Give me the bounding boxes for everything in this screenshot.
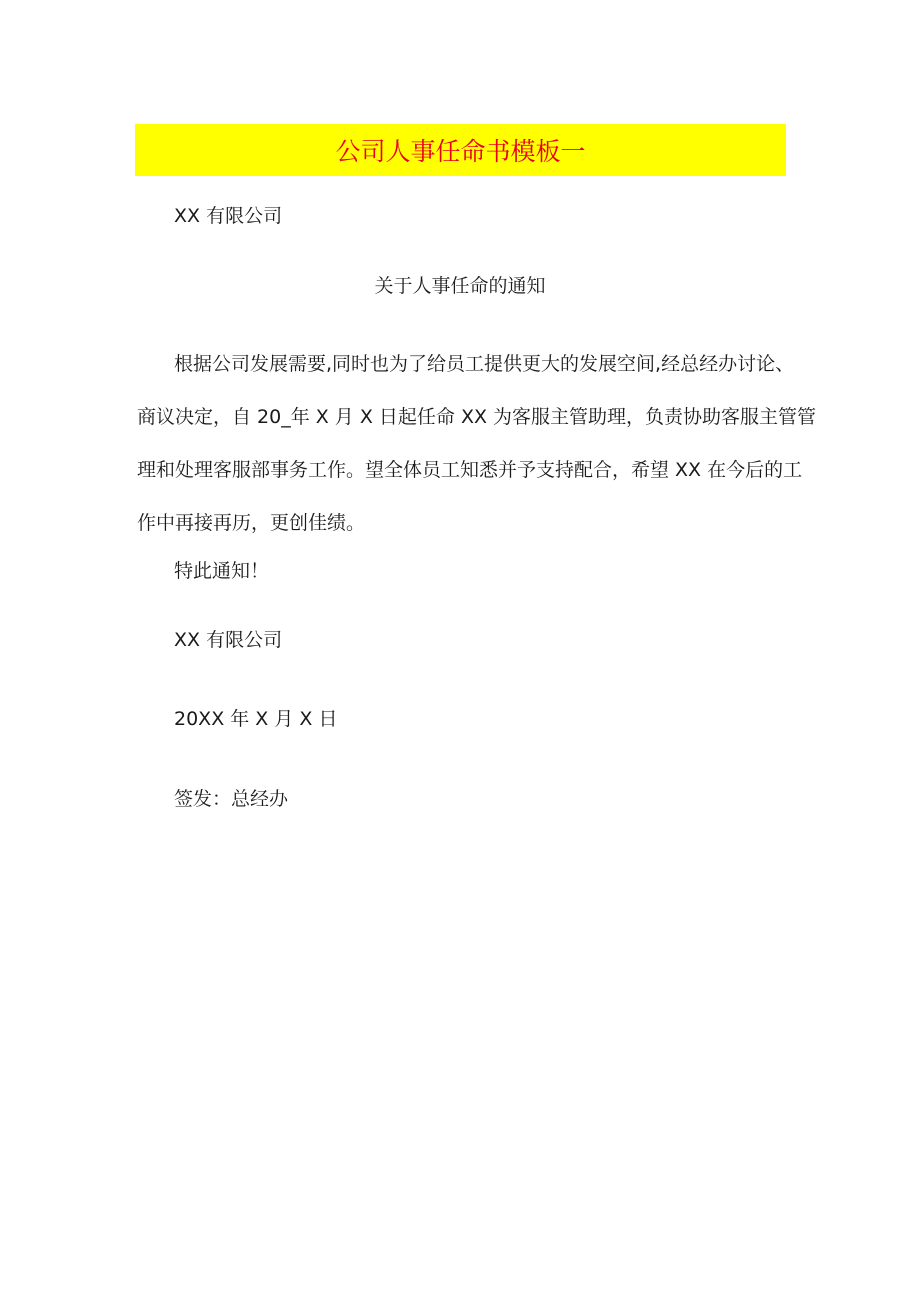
issuer-line: 签发：总经办 xyxy=(174,788,289,810)
body-line: 根据公司发展需要,同时也为了给员工提供更大的发展空间,经总经办讨论、 xyxy=(174,353,795,375)
notice-date: 20XX 年 X 月 X 日 xyxy=(174,708,338,730)
notice-body xyxy=(137,338,817,550)
signature-company: XX 有限公司 xyxy=(174,629,283,651)
document-title: 公司人事任命书模板一 xyxy=(335,137,586,166)
body-line: 理和处理客服部事务工作。望全体员工知悉并予支持配合，希望 XX 在今后的工 xyxy=(137,459,803,481)
closing-phrase: 特此通知！ xyxy=(174,560,270,582)
company-header: XX 有限公司 xyxy=(174,205,283,227)
notice-subject: 关于人事任命的通知 xyxy=(374,275,546,297)
document-title-banner xyxy=(135,124,786,176)
body-line: 作中再接再历，更创佳绩。 xyxy=(137,512,366,534)
body-line: 商议决定，自 20_年 X 月 X 日起任命 XX 为客服主管助理，负责协助客服主管管 xyxy=(137,406,817,428)
